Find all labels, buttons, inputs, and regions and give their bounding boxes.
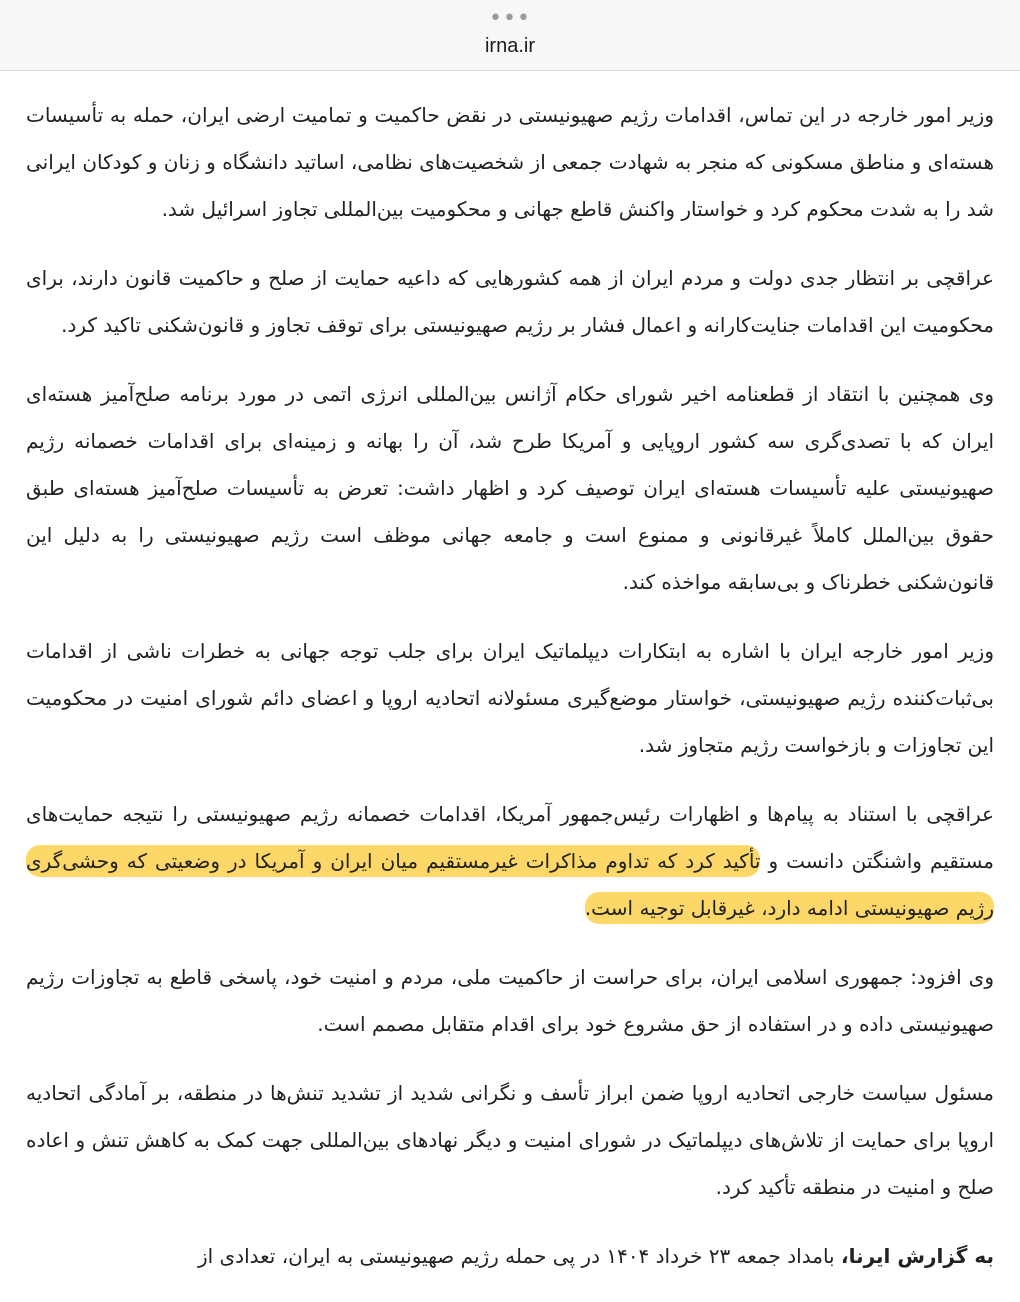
paragraph-2: عراقچی بر انتظار جدی دولت و مردم ایران از همه کشورهایی که داعیه حمایت از صلح و حاکمیت قانون دارند، برای محکومیت این اقدامات جنایت‌کارانه و اعمال فشار بر رژیم صهیونیستی برای توقف تجاوز و قانون‌شکنی تاکید کرد. xyxy=(26,266,994,337)
more-options-icon[interactable]: ••• xyxy=(489,6,531,31)
paragraph-7: مسئول سیاست خارجی اتحادیه اروپا ضمن ابراز تأسف و نگرانی شدید از تشدید تنش‌ها در منطقه، بر آمادگی اتحادیه اروپا برای حمایت از تلاش‌های دیپلماتیک در شورای امنیت و دیگر نهادهای بین‌المللی جهت کمک به کاهش تنش و اعاده صلح و امنیت در منطقه تأکید کرد. xyxy=(26,1081,994,1199)
article-body xyxy=(26,92,994,1302)
paragraph-5 xyxy=(26,791,994,932)
paragraph-1: وزیر امور خارجه در این تماس، اقدامات رژیم صهیونیستی در نقض حاکمیت و تمامیت ارضی ایران، حمله به تأسیسات هسته‌ای و مناطق مسکونی که منجر به شهادت جمعی از شخصیت‌های نظامی، اساتید دانشگاه و زنان و کودکان ایرانی شد را به شدت محکوم کرد و خواستار واکنش قاطع جهانی و محکومیت بین‌المللی تجاوز اسرائیل شد. xyxy=(26,103,994,221)
browser-address-bar xyxy=(0,0,1020,71)
url-label[interactable]: irna.ir xyxy=(484,35,535,57)
paragraph-8-text: بامداد جمعه ۲۳ خرداد ۱۴۰۴ در پی حمله رژیم صهیونیستی به ایران، تعدادی از xyxy=(197,1244,841,1268)
paragraph-3: وی همچنین با انتقاد از قطعنامه اخیر شورای حکام آژانس بین‌المللی انرژی اتمی در مورد برنامه صلح‌آمیز هسته‌ای ایران که با تصدی‌گری سه کشور اروپایی و آمریکا طرح شد، آن را بهانه و زمینه‌ای برای اقدامات خصمانه رژیم صهیونیستی علیه تأسیسات هسته‌ای ایران توصیف کرد و اظهار داشت: تعرض به تأسیسات صلح‌آمیز هسته‌ای طبق حقوق بین‌الملل کاملاً غیرقانونی و ممنوع است و جامعه جهانی موظف است رژیم صهیونیستی را به دلیل این قانون‌شکنی خطرناک و بی‌سابقه مواخذه کند. xyxy=(26,382,994,594)
paragraph-4: وزیر امور خارجه ایران با اشاره به ابتکارات دیپلماتیک ایران برای جلب توجه جهانی به خطرات ناشی از اقدامات بی‌ثبات‌کننده رژیم صهیونیستی، خواستار موضع‌گیری مسئولانه اتحادیه اروپا و اعضای دائم شورای امنیت در محکومیت این تجاوزات و بازخواست رژیم متجاوز شد. xyxy=(26,639,994,757)
paragraph-5-text: عراقچی با استناد به پیام‌ها و اظهارات رئیس‌جمهور آمریکا، اقدامات خصمانه رژیم صهیونیستی را نتیجه حمایت‌های مستقیم واشنگتن دانست و xyxy=(26,802,994,873)
paragraph-6: وی افزود: جمهوری اسلامی ایران، برای حراست از حاکمیت ملی، مردم و امنیت خود، پاسخی قاطع به تجاوزات رژیم صهیونیستی داده و در استفاده از حق مشروع خود برای اقدام متقابل مصمم است. xyxy=(26,965,994,1036)
paragraph-8 xyxy=(26,1233,994,1280)
highlighted-text: تأکید کرد که تداوم مذاکرات غیرمستقیم میان ایران و آمریکا در وضعیتی که وحشی‌گری رژیم صهیونیستی ادامه دارد، غیرقابل توجیه است. xyxy=(26,845,994,924)
irna-report-lead: به گزارش ایرنا، xyxy=(840,1244,994,1268)
